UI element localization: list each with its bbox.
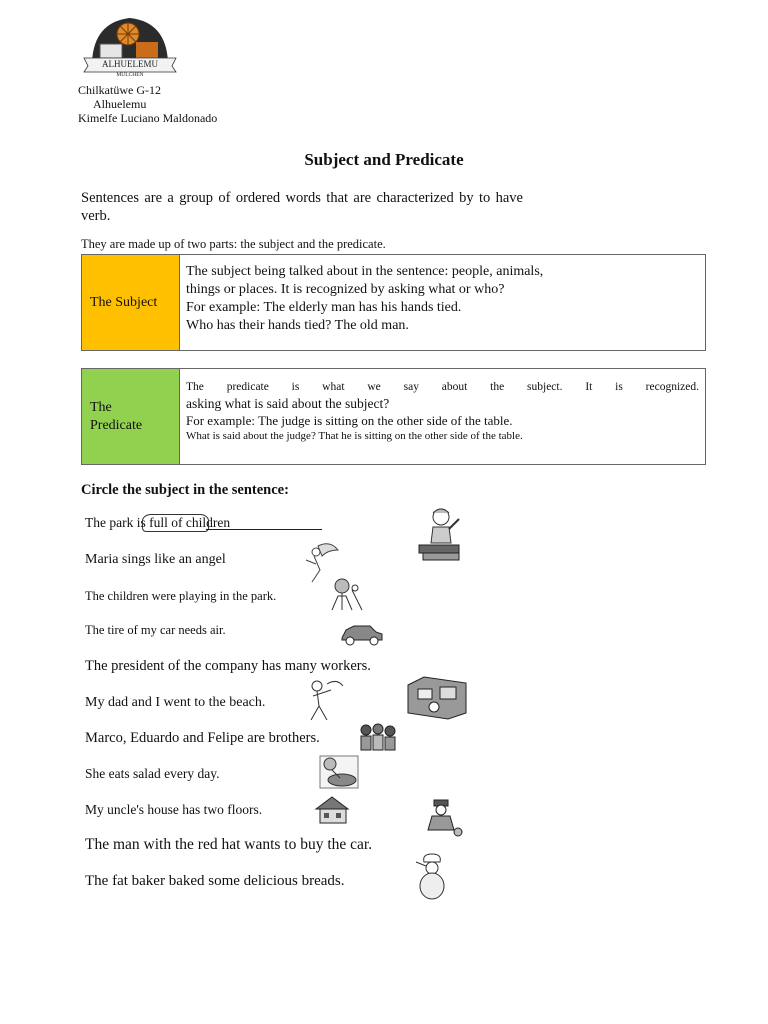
predicate-line: For example: The judge is sitting on the other side of the table. xyxy=(186,413,513,428)
parts-line: They are made up of two parts: the subject and the predicate. xyxy=(81,237,386,251)
playground-icon xyxy=(328,576,364,612)
predicate-line: asking what is said about the subject? xyxy=(186,396,390,411)
svg-text:ALHUELEMU: ALHUELEMU xyxy=(102,59,158,69)
house-icon xyxy=(312,795,354,825)
page-title: Subject and Predicate xyxy=(304,150,464,169)
predicate-label xyxy=(82,369,180,464)
baker-icon xyxy=(412,852,452,902)
sentence-item[interactable]: The man with the red hat wants to buy the car. xyxy=(85,836,373,853)
sentence-item[interactable]: The children were playing in the park. xyxy=(85,589,277,603)
predicate-line: The predicate is what we say about the subject. It is recognized. xyxy=(186,381,699,393)
school-logo xyxy=(82,14,178,78)
brothers-icon xyxy=(358,722,398,752)
office-icon xyxy=(404,675,470,721)
subject-line: The subject being talked about in the sentence: people, animals, xyxy=(186,264,544,279)
svg-text:MULCHEN: MULCHEN xyxy=(116,72,144,78)
subject-line: Who has their hands tied? The old man. xyxy=(186,318,409,333)
sentence-item[interactable]: The fat baker baked some delicious breads. xyxy=(85,873,345,889)
subject-box xyxy=(81,254,706,351)
exercise-instruction: Circle the subject in the sentence: xyxy=(81,482,289,498)
sentence-item[interactable]: The tire of my car needs air. xyxy=(85,623,226,637)
subject-definition xyxy=(180,255,705,350)
intro-paragraph: Sentences are a group of ordered words that are characterized by to have verb. xyxy=(81,190,523,224)
sentence-item[interactable]: Marco, Eduardo and Felipe are brothers. xyxy=(85,730,320,746)
circle-mark xyxy=(142,514,209,532)
sentence-item[interactable]: My dad and I went to the beach. xyxy=(85,695,266,710)
predicate-label-line: The xyxy=(90,399,112,415)
school-code: Chilkatüwe G-12 xyxy=(78,83,161,97)
sentence-item[interactable]: Maria sings like an angel xyxy=(85,552,226,567)
answer-line xyxy=(206,528,322,530)
sentence-item[interactable]: She eats salad every day. xyxy=(85,766,220,781)
school-name: Alhuelemu xyxy=(93,97,147,111)
child-on-books-icon xyxy=(415,505,463,563)
predicate-label-line: Predicate xyxy=(90,417,143,433)
beach-icon xyxy=(305,678,345,722)
predicate-definition xyxy=(180,369,705,464)
car-icon xyxy=(338,620,384,648)
school-full-name: Kimelfe Luciano Maldonado xyxy=(78,111,218,125)
sentence-item[interactable]: My uncle's house has two floors. xyxy=(85,802,263,817)
subject-label: The Subject xyxy=(82,255,180,350)
predicate-line: What is said about the judge? That he is sitting on the other side of the table. xyxy=(186,430,523,442)
predicate-box xyxy=(81,368,706,465)
subject-line: things or places. It is recognized by asking what or who? xyxy=(186,282,505,297)
man-with-hat-icon xyxy=(420,798,466,838)
sentence-item[interactable]: The president of the company has many workers. xyxy=(85,658,371,674)
subject-line: For example: The elderly man has his hands tied. xyxy=(186,300,462,315)
sentence-item[interactable]: The park is full of children xyxy=(85,515,231,530)
salad-icon xyxy=(318,754,360,790)
